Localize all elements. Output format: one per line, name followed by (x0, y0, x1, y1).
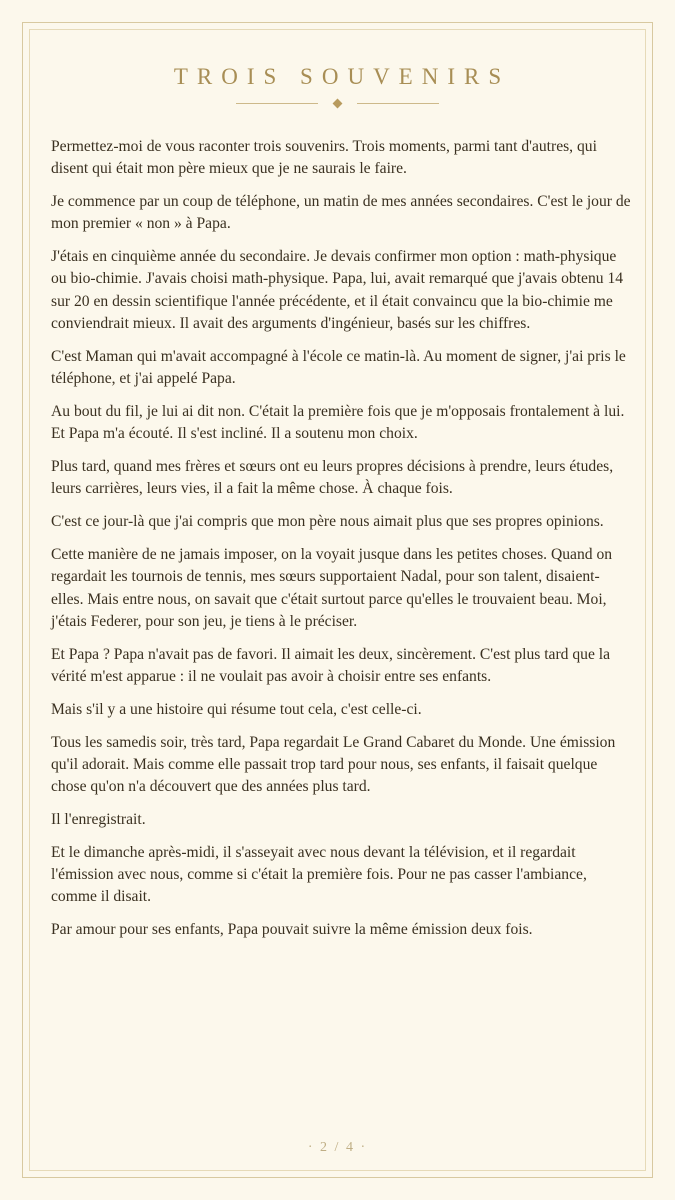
paragraph: Permettez-moi de vous raconter trois souvenirs. Trois moments, parmi tant d'autres, qui disent qui était mon père mieux que je ne saurais le faire. (51, 138, 597, 178)
ornament-line-left (236, 103, 318, 104)
title-ornament (0, 96, 675, 110)
paragraph: Tous les samedis soir, très tard, Papa regardait Le Grand Cabaret du Monde. Une émission qu'il adorait. Mais comme elle passait trop tard pour nous, ses enfants, il faisait quelque chose qu'on n'a découvert que des années plus tard. (51, 733, 616, 796)
page-number: · 2 / 4 · (307, 1140, 368, 1155)
paragraph: J'étais en cinquième année du secondaire. Je devais confirmer mon option : math-physique ou bio-chimie. J'avais choisi math-physique. Papa, lui, avait remarqué que j'avais obtenu 14 sur 20 en dessin scientifique l'année précédente, et il était convaincu que la bio-chimie me conviendrait mieux. Il avait des arguments d'ingénieur, basés sur les chiffres. (51, 248, 624, 333)
body-text (51, 136, 631, 952)
paragraph: Et Papa ? Papa n'avait pas de favori. Il aimait les deux, sincèrement. C'est plus tard que la vérité m'est apparue : il ne voulait pas avoir à choisir entre ses enfants. (51, 645, 611, 685)
paragraph: Plus tard, quand mes frères et sœurs ont eu leurs propres décisions à prendre, leurs études, leurs carrières, leurs vies, il a fait la même chose. À chaque fois. (51, 458, 614, 498)
diamond-icon (333, 98, 343, 108)
paragraph: C'est Maman qui m'avait accompagné à l'école ce matin-là. Au moment de signer, j'ai pris le téléphone, et j'ai appelé Papa. (51, 347, 626, 388)
paragraph: C'est ce jour-là que j'ai compris que mon père nous aimait plus que ses propres opinions. (51, 513, 604, 531)
paragraph: Au bout du fil, je lui ai dit non. C'était la première fois que je m'opposais frontalement à lui. Et Papa m'a écouté. Il s'est incliné. Il a soutenu mon choix. (51, 402, 625, 443)
paragraph: Il l'enregistrait. (51, 810, 146, 828)
paragraph: Et le dimanche après-midi, il s'asseyait avec nous devant la télévision, et il regardait l'émission avec nous, comme si c'était la première fois. Pour ne pas casser l'ambiance, comme il disait. (51, 843, 587, 906)
paragraph: Mais s'il y a une histoire qui résume tout cela, c'est celle-ci. (51, 700, 422, 718)
paragraph: Par amour pour ses enfants, Papa pouvait suivre la même émission deux fois. (51, 921, 533, 939)
ornament-line-right (357, 103, 439, 104)
paragraph: Je commence par un coup de téléphone, un matin de mes années secondaires. C'est le jour de mon premier « non » à Papa. (51, 193, 631, 233)
page-title: TROIS SOUVENIRS (173, 64, 511, 89)
paragraph: Cette manière de ne jamais imposer, on la voyait jusque dans les petites choses. Quand on regardait les tournois de tennis, mes sœurs supportaient Nadal, pour son talent, disaient-elles. Mais entre nous, on savait que c'était surtout parce qu'elles le trouvaient beau. Moi, j'étais Federer, pour son jeu, je tiens à le préciser. (51, 545, 613, 630)
